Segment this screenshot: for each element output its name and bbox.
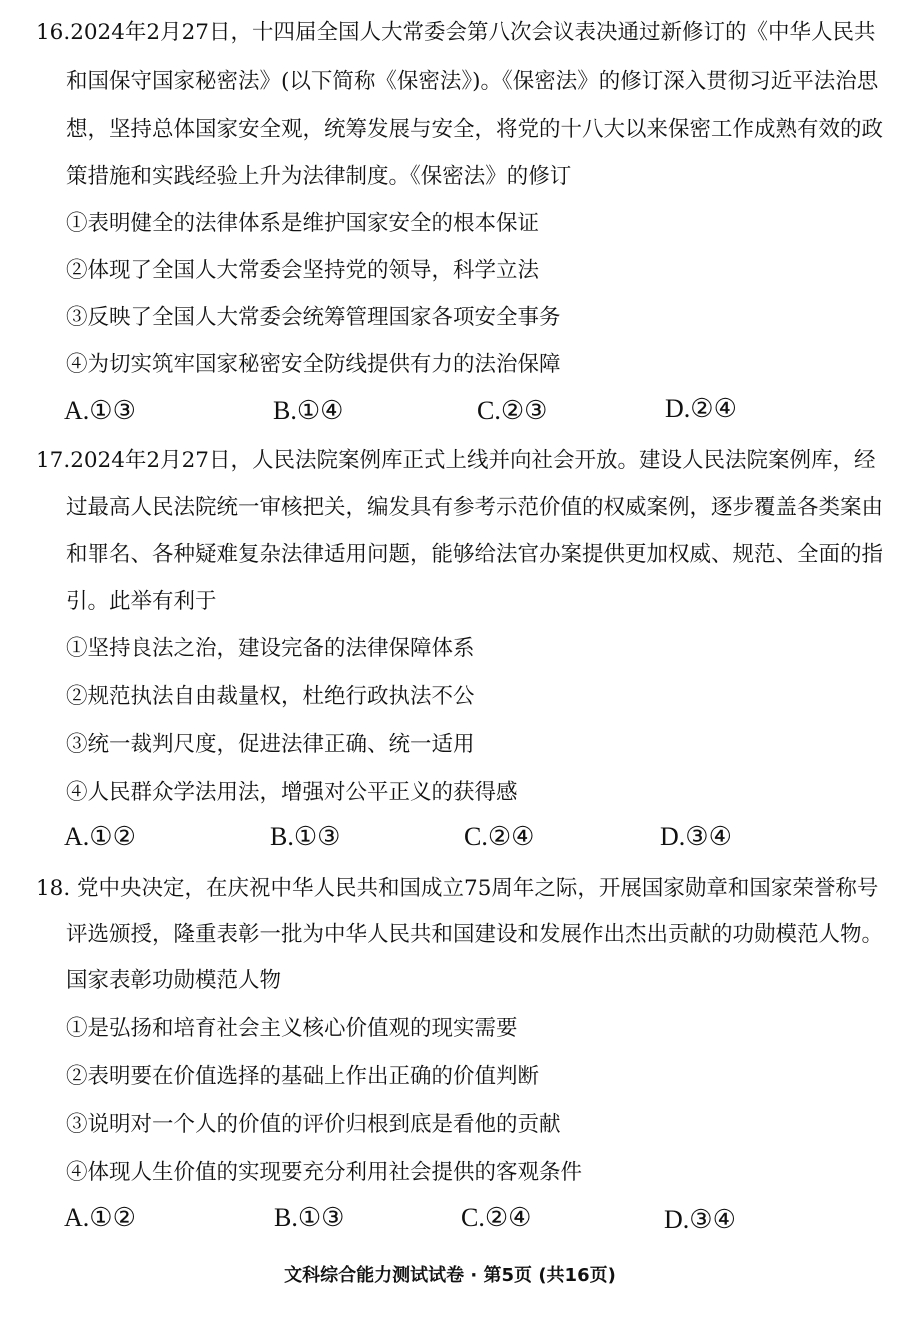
statement-item: ①坚持良法之治，建设完备的法律保障体系 bbox=[66, 636, 475, 661]
choice-b: B.①④ bbox=[273, 396, 344, 425]
statement-item: ①表明健全的法律体系是维护国家安全的根本保证 bbox=[66, 211, 540, 236]
question-text-line: 和国保守国家秘密法》(以下简称《保密法》)。《保密法》的修订深入贯彻习近平法治思 bbox=[66, 69, 879, 94]
question-text-line: 18. 党中央决定，在庆祝中华人民共和国成立75周年之际，开展国家勋章和国家荣誉称号 bbox=[36, 876, 879, 901]
question-text-line: 16.2024年2月27日，十四届全国人大常委会第八次会议表决通过新修订的《中华人民共 bbox=[36, 20, 876, 45]
statement-item: ④体现人生价值的实现要充分利用社会提供的客观条件 bbox=[66, 1160, 583, 1185]
statement-item: ④人民群众学法用法，增强对公平正义的获得感 bbox=[66, 780, 518, 805]
choice-d: D.②④ bbox=[665, 394, 737, 423]
choice-c: C.②④ bbox=[461, 1203, 532, 1232]
choice-a: A.①② bbox=[64, 822, 136, 851]
statement-item: ④为切实筑牢国家秘密安全防线提供有力的法治保障 bbox=[66, 352, 561, 377]
statement-item: ②规范执法自由裁量权，杜绝行政执法不公 bbox=[66, 684, 475, 709]
choice-c: C.②④ bbox=[464, 822, 535, 851]
choice-d: D.③④ bbox=[664, 1205, 736, 1234]
question-text-line: 评选颁授，隆重表彰一批为中华人民共和国建设和发展作出杰出贡献的功勋模范人物。 bbox=[66, 922, 884, 947]
statement-item: ③反映了全国人大常委会统筹管理国家各项安全事务 bbox=[66, 305, 561, 330]
statement-item: ③统一裁判尺度，促进法律正确、统一适用 bbox=[66, 732, 475, 757]
question-text-line: 17.2024年2月27日，人民法院案例库正式上线并向社会开放。建设人民法院案例库，经 bbox=[36, 448, 876, 473]
choice-a: A.①② bbox=[64, 1203, 136, 1232]
statement-item: ②体现了全国人大常委会坚持党的领导，科学立法 bbox=[66, 258, 540, 283]
question-text-line: 和罪名、各种疑难复杂法律适用问题，能够给法官办案提供更加权威、规范、全面的指 bbox=[66, 542, 884, 567]
question-text-line: 想，坚持总体国家安全观，统筹发展与安全，将党的十八大以来保密工作成熟有效的政 bbox=[66, 117, 884, 142]
question-text-line: 引。此举有利于 bbox=[66, 589, 217, 614]
choice-d: D.③④ bbox=[660, 822, 732, 851]
choice-b: B.①③ bbox=[270, 822, 341, 851]
statement-item: ①是弘扬和培育社会主义核心价值观的现实需要 bbox=[66, 1016, 518, 1041]
statement-item: ②表明要在价值选择的基础上作出正确的价值判断 bbox=[66, 1064, 540, 1089]
question-text-line: 策措施和实践经验上升为法律制度。《保密法》的修订 bbox=[66, 164, 572, 189]
choice-b: B.①③ bbox=[274, 1203, 345, 1232]
page-footer: 文科综合能力测试试卷 · 第5页 (共16页) bbox=[284, 1265, 616, 1286]
question-text-line: 国家表彰功勋模范人物 bbox=[66, 968, 282, 993]
choice-c: C.②③ bbox=[477, 396, 548, 425]
statement-item: ③说明对一个人的价值的评价归根到底是看他的贡献 bbox=[66, 1112, 561, 1137]
question-text-line: 过最高人民法院统一审核把关，编发具有参考示范价值的权威案例，逐步覆盖各类案由 bbox=[66, 495, 884, 520]
choice-a: A.①③ bbox=[64, 396, 136, 425]
